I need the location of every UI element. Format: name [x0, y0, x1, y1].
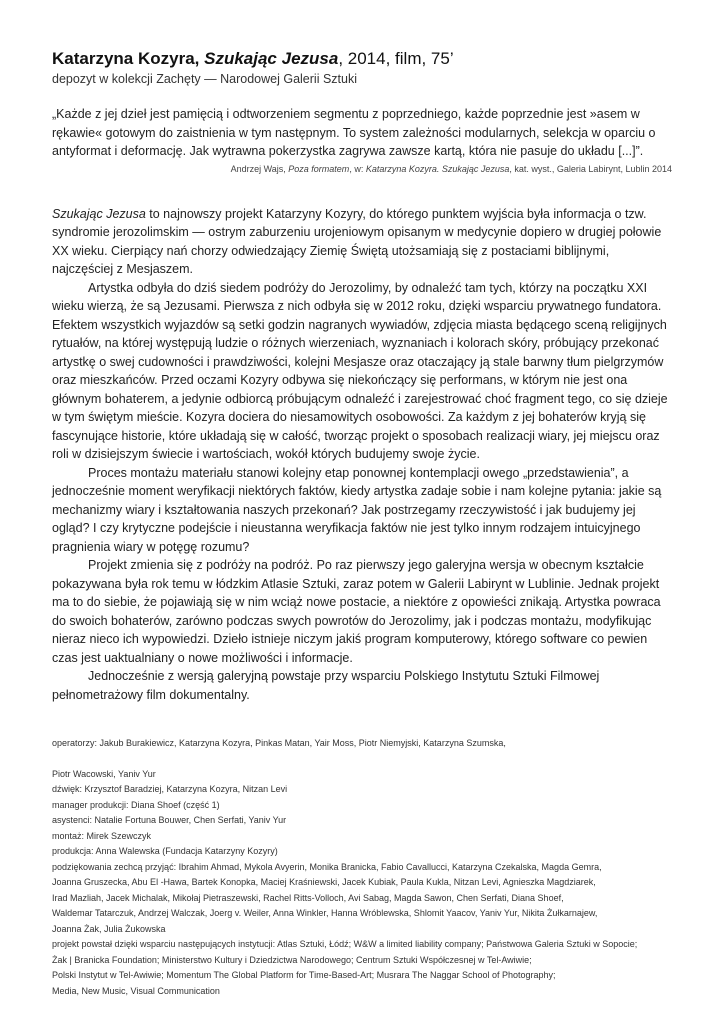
credits-support-cont: Żak | Branicka Foundation; Ministerstwo Kultury i Dziedzictwa Narodowego; Centrum Sztuki Współczesnej w Tel-Awiwie;	[52, 954, 532, 965]
quote-source-book: Katarzyna Kozyra. Szukając Jezusa	[365, 163, 510, 174]
artist-name: Katarzyna Kozyra,	[52, 49, 200, 68]
credits-support-cont: Polski Instytut w Tel-Awiwie; Momentum The Global Platform for Time-Based-Art; Musrara The Naggar School of Photography;	[52, 970, 556, 980]
quote-source-line-1: Andrzej Wajs, Poza formatem, w: Katarzyna Kozyra. Szukając Jezusa, kat. wyst., Galeria Labirynt, Lublin 2014	[230, 163, 672, 174]
credits-thanks-cont: Joanna Gruszecka, Abu El -Hawa, Bartek Konopka, Maciej Kraśniewski, Jacek Kubiak, Paula Kukla, Nitzan Levi, Agnieszka Magdziarek,	[52, 877, 596, 887]
credits-production: produkcja: Anna Walewska (Fundacja Katarzyny Kozyry)	[52, 846, 278, 856]
credits-production-manager: manager produkcji: Diana Shoef (część 1)	[52, 799, 220, 810]
credits-operators-cont: Piotr Wacowski, Yaniv Yur	[52, 768, 156, 779]
document-page	[52, 48, 672, 999]
work-meta: , 2014, film, 75’	[338, 49, 454, 68]
subtitle: depozyt w kolekcji Zachęty — Narodowej Galerii Sztuki	[52, 72, 357, 86]
credits-sound: dźwięk: Krzysztof Baradziej, Katarzyna Kozyra, Nitzan Levi	[52, 784, 288, 794]
credits-support-cont: Media, New Music, Visual Communication	[52, 985, 220, 996]
credits-support: projekt powstał dzięki wsparciu następujących instytucji: Atlas Sztuki, Łódź; W&W a limited liability company; Państwowa Galeria Sztuki w Sopocie;	[52, 939, 638, 949]
work-title: Szukając Jezusa	[204, 49, 339, 68]
paragraph-4: Projekt zmienia się z podróży na podróż. Po raz pierwszy jego galeryjna wersja w obecnym kształcie pokazywana była rok temu w łódzkim Atlasie Sztuki, zaraz potem w Galerii Labirynt w Lublinie. Jednak projekt ma to do siebie, że pojawiają się w nim wciąż nowe postacie, a niektóre z opowieści znikają. Artystka powraca do swoich bohaterów, zarówno podczas swych powrotów do Jerozolimy, jak i podczas montażu, modyfikując nieraz nieco ich wypowiedzi. Dzieło istnieje niczym jakiś program komputerowy, którego software co pewien czas jest uaktualniany o nowe możliwości i informacje.	[52, 558, 661, 665]
main-text	[52, 205, 672, 705]
credits-thanks-cont: Waldemar Tatarczuk, Andrzej Walczak, Joerg v. Weiler, Anna Winkler, Hanna Wróblewska, Shlomit Yaacov, Yaniv Yur, Nikita Żułkarnajew,	[52, 908, 598, 918]
credits-thanks-cont: Irad Mazliah, Jacek Michalak, Mikołaj Pietraszewski, Rachel Ritts-Volloch, Avi Sabag, Magda Sawon, Chen Serfati, Diana Shoef,	[52, 892, 564, 903]
epigraph-quote: „Każde z jej dzieł jest pamięcią i odtworzeniem segmentu z poprzedniego, każde poprzednie jest »asem w rękawie« gotowym do zaistnienia w tym następnym. To system zależności modularnych, selekcja w oparciu o antyformat i deformację. Jak wytrawna pokerzystka zagrywa zawsze kartą, która nie pasuje do układu [...]”.	[52, 107, 656, 158]
credits-block	[52, 736, 672, 999]
credits-operators: operatorzy: Jakub Burakiewicz, Katarzyna Kozyra, Pinkas Matan, Yair Moss, Piotr Niemyjski, Katarzyna Szumska,	[52, 738, 506, 748]
page-title	[52, 48, 672, 70]
paragraph-2: Artystka odbyła do dziś siedem podróży do Jerozolimy, by odnaleźć tam tych, którzy na początku XXI wieku wierzą, że są Jezusami. Pierwsza z nich odbyła się w 2012 roku, dzięki wsparciu prywatnego fundatora. Efektem wszystkich wyjazdów są setki godzin nagranych wywiadów, zdjęcia miasta będącego sceną religijnych rytuałów, na której występują ludzie o różnych wierzeniach, wyznaniach i kolorach skóry, próbujący przekonać artystkę o swej cudowności i prawdziwości, kolejni Mesjasze oraz otaczający ją stale barwny tłum pielgrzymów oraz mieszkańców. Przed oczami Kozyry odbywa się niekończący się performans, w którym nie jest ona głównym bohaterem, a jedynie odbiorcą próbującym odnaleźć i zarejestrować choć fragment tego, co się dzieje w tym świętym mieście. Kozyra dociera do niesamowitych osobowości. Za każdym z jej bohaterów kryją się fascynujące historie, które układają się w całość, tworząc projekt o sposobach realizacji wiary, jej miejscu oraz roli w dzisiejszym świecie i wartościach, wokół których budujemy swoje życie.	[52, 280, 668, 461]
credits-thanks-cont: Joanna Żak, Julia Żukowska	[52, 923, 166, 934]
paragraph-5: Jednocześnie z wersją galeryjną powstaje przy wsparciu Polskiego Instytutu Sztuki Filmowej pełnometrażowy film dokumentalny.	[52, 669, 600, 702]
credits-thanks: podziękowania zechcą przyjąć: Ibrahim Ahmad, Mykola Avyerin, Monika Branicka, Fabio Cavallucci, Katarzyna Czekalska, Magda Gemra,	[52, 861, 602, 872]
credits-assistants: asystenci: Natalie Fortuna Bouwer, Chen Serfati, Yaniv Yur	[52, 815, 287, 825]
quote-source	[52, 161, 672, 177]
paragraph-3: Proces montażu materiału stanowi kolejny etap ponownej kontemplacji owego „przedstawienia”, a jednocześnie moment weryfikacji niektórych faktów, kiedy artystka zadaje sobie i nam kolejne pytania: jakie są mechanizmy wiary i kształtowania naszych przekonań? Jak postrzegamy rzeczywistość i jak budujemy jej ogląd? I czy krytyczne podejście i nieustanna weryfikacja faktów nie jest tylko innym rodzajem intuicyjnego pragnienia wiary w potęgę rozumu?	[52, 465, 662, 554]
credits-editing: montaż: Mirek Szewczyk	[52, 830, 152, 841]
paragraph-1: Szukając Jezusa to najnowszy projekt Katarzyny Kozyry, do którego punktem wyjścia była informacja o tzw. syndromie jerozolimskim — ostrym zaburzeniu urojeniowym opisanym w medycynie dopiero w drugiej połowie XX wieku. Cierpiący nań chorzy odwiedzający Ziemię Świętą utożsamiają się z postaciami biblijnymi, najczęściej z Mesjaszem.	[52, 206, 662, 276]
